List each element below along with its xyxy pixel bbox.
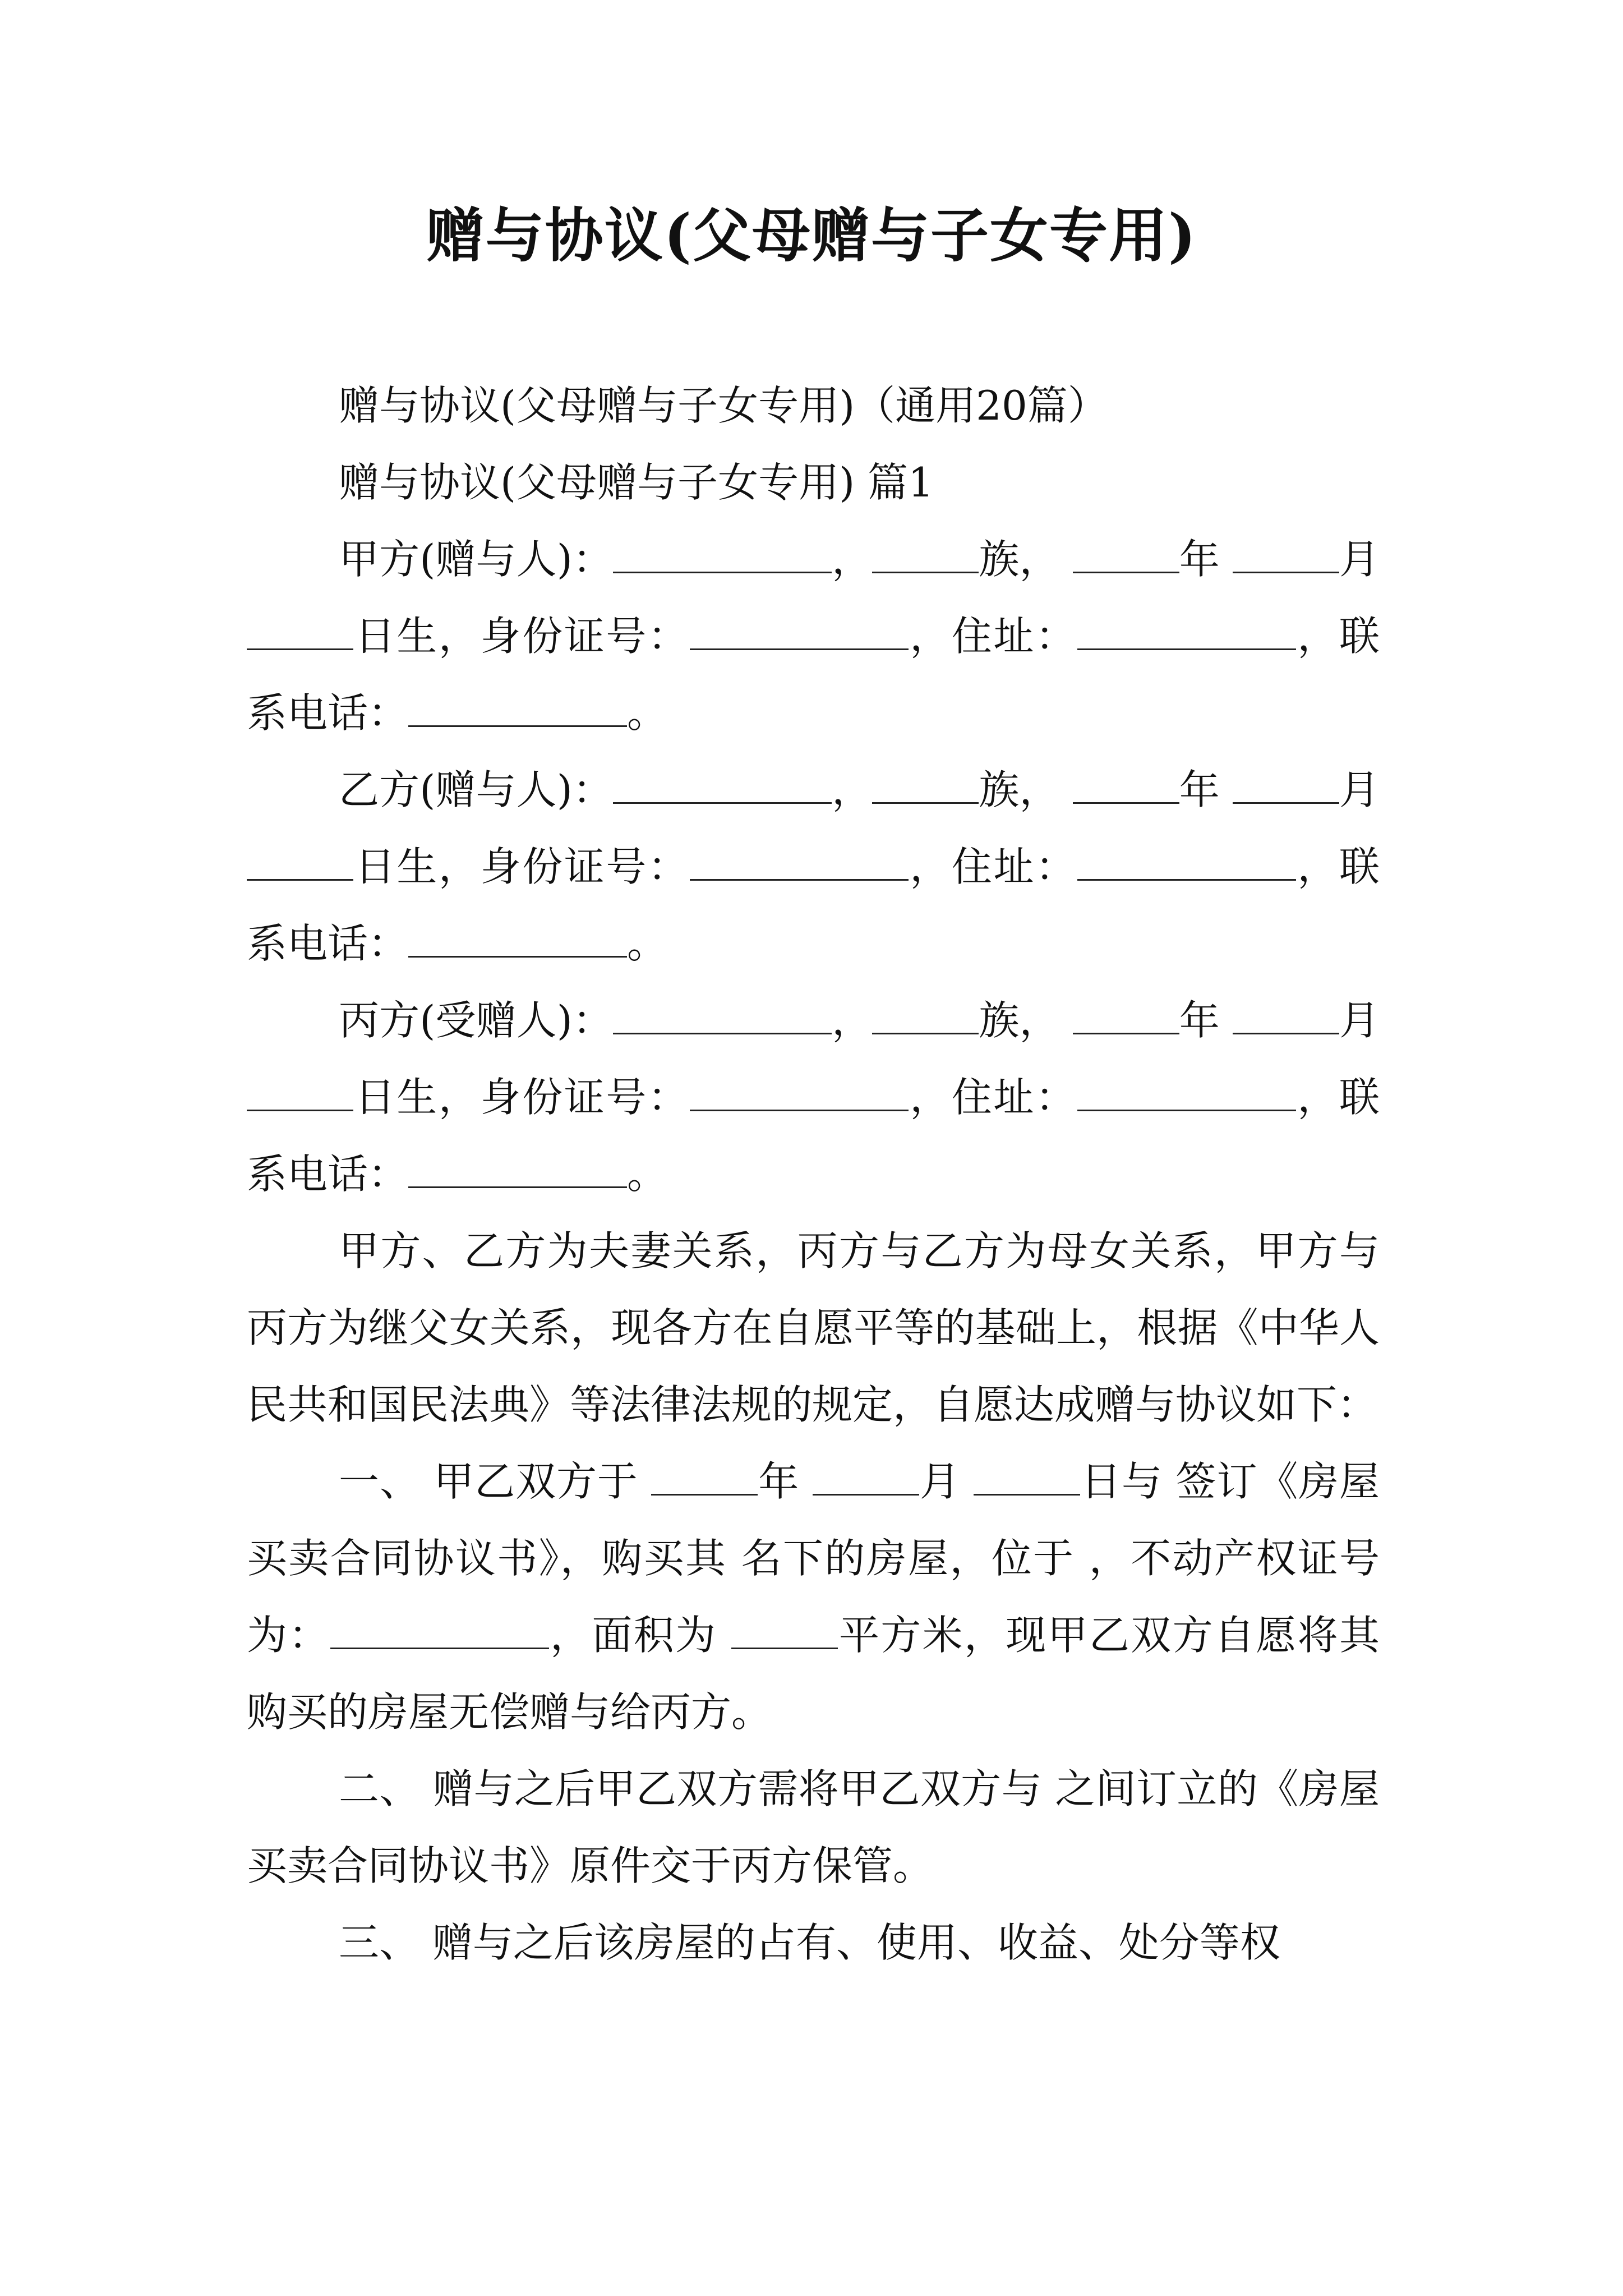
party-block-b: 乙方(赠与人)： ， 族， 年 月 日生，身份证号： ，住址： ，联系电话： 。 [247,766,1380,967]
clause-2: 二、 赠与之后甲乙双方需将甲乙双方与 之间订立的《房屋买卖合同协议书》原件交于丙方保管。 [247,1765,1380,1889]
id-number-blank [690,1073,909,1111]
party-block-a: 甲方(赠与人)： ， 族， 年 月 日生，身份证号： ，住址： ，联系电话： 。 [247,536,1380,737]
document-subtitle: 赠与协议(父母赠与子女专用)（通用20篇） [339,382,1108,429]
section-heading: 赠与协议(父母赠与子女专用) 篇1 [339,459,934,506]
id-number-blank [690,843,909,881]
month-blank [1233,766,1339,804]
document-title: 赠与协议(父母赠与子女专用) [426,201,1197,270]
document-body [247,367,1380,1981]
day-blank [247,612,353,650]
name-blank [613,535,832,573]
name-blank [613,766,832,804]
id-number-blank [690,612,909,650]
phone-blank [408,1150,627,1188]
intro-paragraph: 甲方、乙方为夫妻关系，丙方与乙方为母女关系，甲方与丙方为继父女关系，现各方在自愿平等的基础上，根据《中华人民共和国民法典》等法律法规的规定，自愿达成赠与协议如下： [247,1227,1380,1428]
address-blank [1077,843,1296,881]
day-blank [247,1073,353,1111]
address-blank [1077,612,1296,650]
party-label: 乙方(赠与人)： [339,766,614,813]
address-blank [1077,1073,1296,1111]
day-blank [974,1457,1080,1496]
area-blank [731,1611,838,1649]
party-label: 丙方(受赠人)： [339,997,614,1044]
ethnicity-blank [872,535,979,573]
month-blank [1233,996,1339,1034]
ethnicity-blank [872,996,979,1034]
ethnicity-blank [872,766,979,804]
property-certificate-blank [330,1611,549,1649]
name-blank [613,996,832,1034]
clause-1: 一、 甲乙双方于 年 月 日与 签订《房屋买卖合同协议书》，购买其 名下的房屋，位于 ，不动产权证号为： ，面积为 平方米，现甲乙双方自愿将其购买的房屋无偿赠与给丙方。 [247,1458,1380,1736]
clause-3: 三、 赠与之后该房屋的占有、使用、收益、处分等权 [339,1919,1280,1966]
year-blank [1073,766,1179,804]
phone-blank [408,919,627,958]
day-blank [247,843,353,881]
month-blank [1233,535,1339,573]
month-blank [813,1457,919,1496]
year-blank [1073,996,1179,1034]
party-block-c: 丙方(受赠人)： ， 族， 年 月 日生，身份证号： ，住址： ，联系电话： 。 [247,997,1380,1198]
year-blank [1073,535,1179,573]
party-label: 甲方(赠与人)： [339,536,614,583]
year-blank [651,1457,758,1496]
phone-blank [408,689,627,727]
